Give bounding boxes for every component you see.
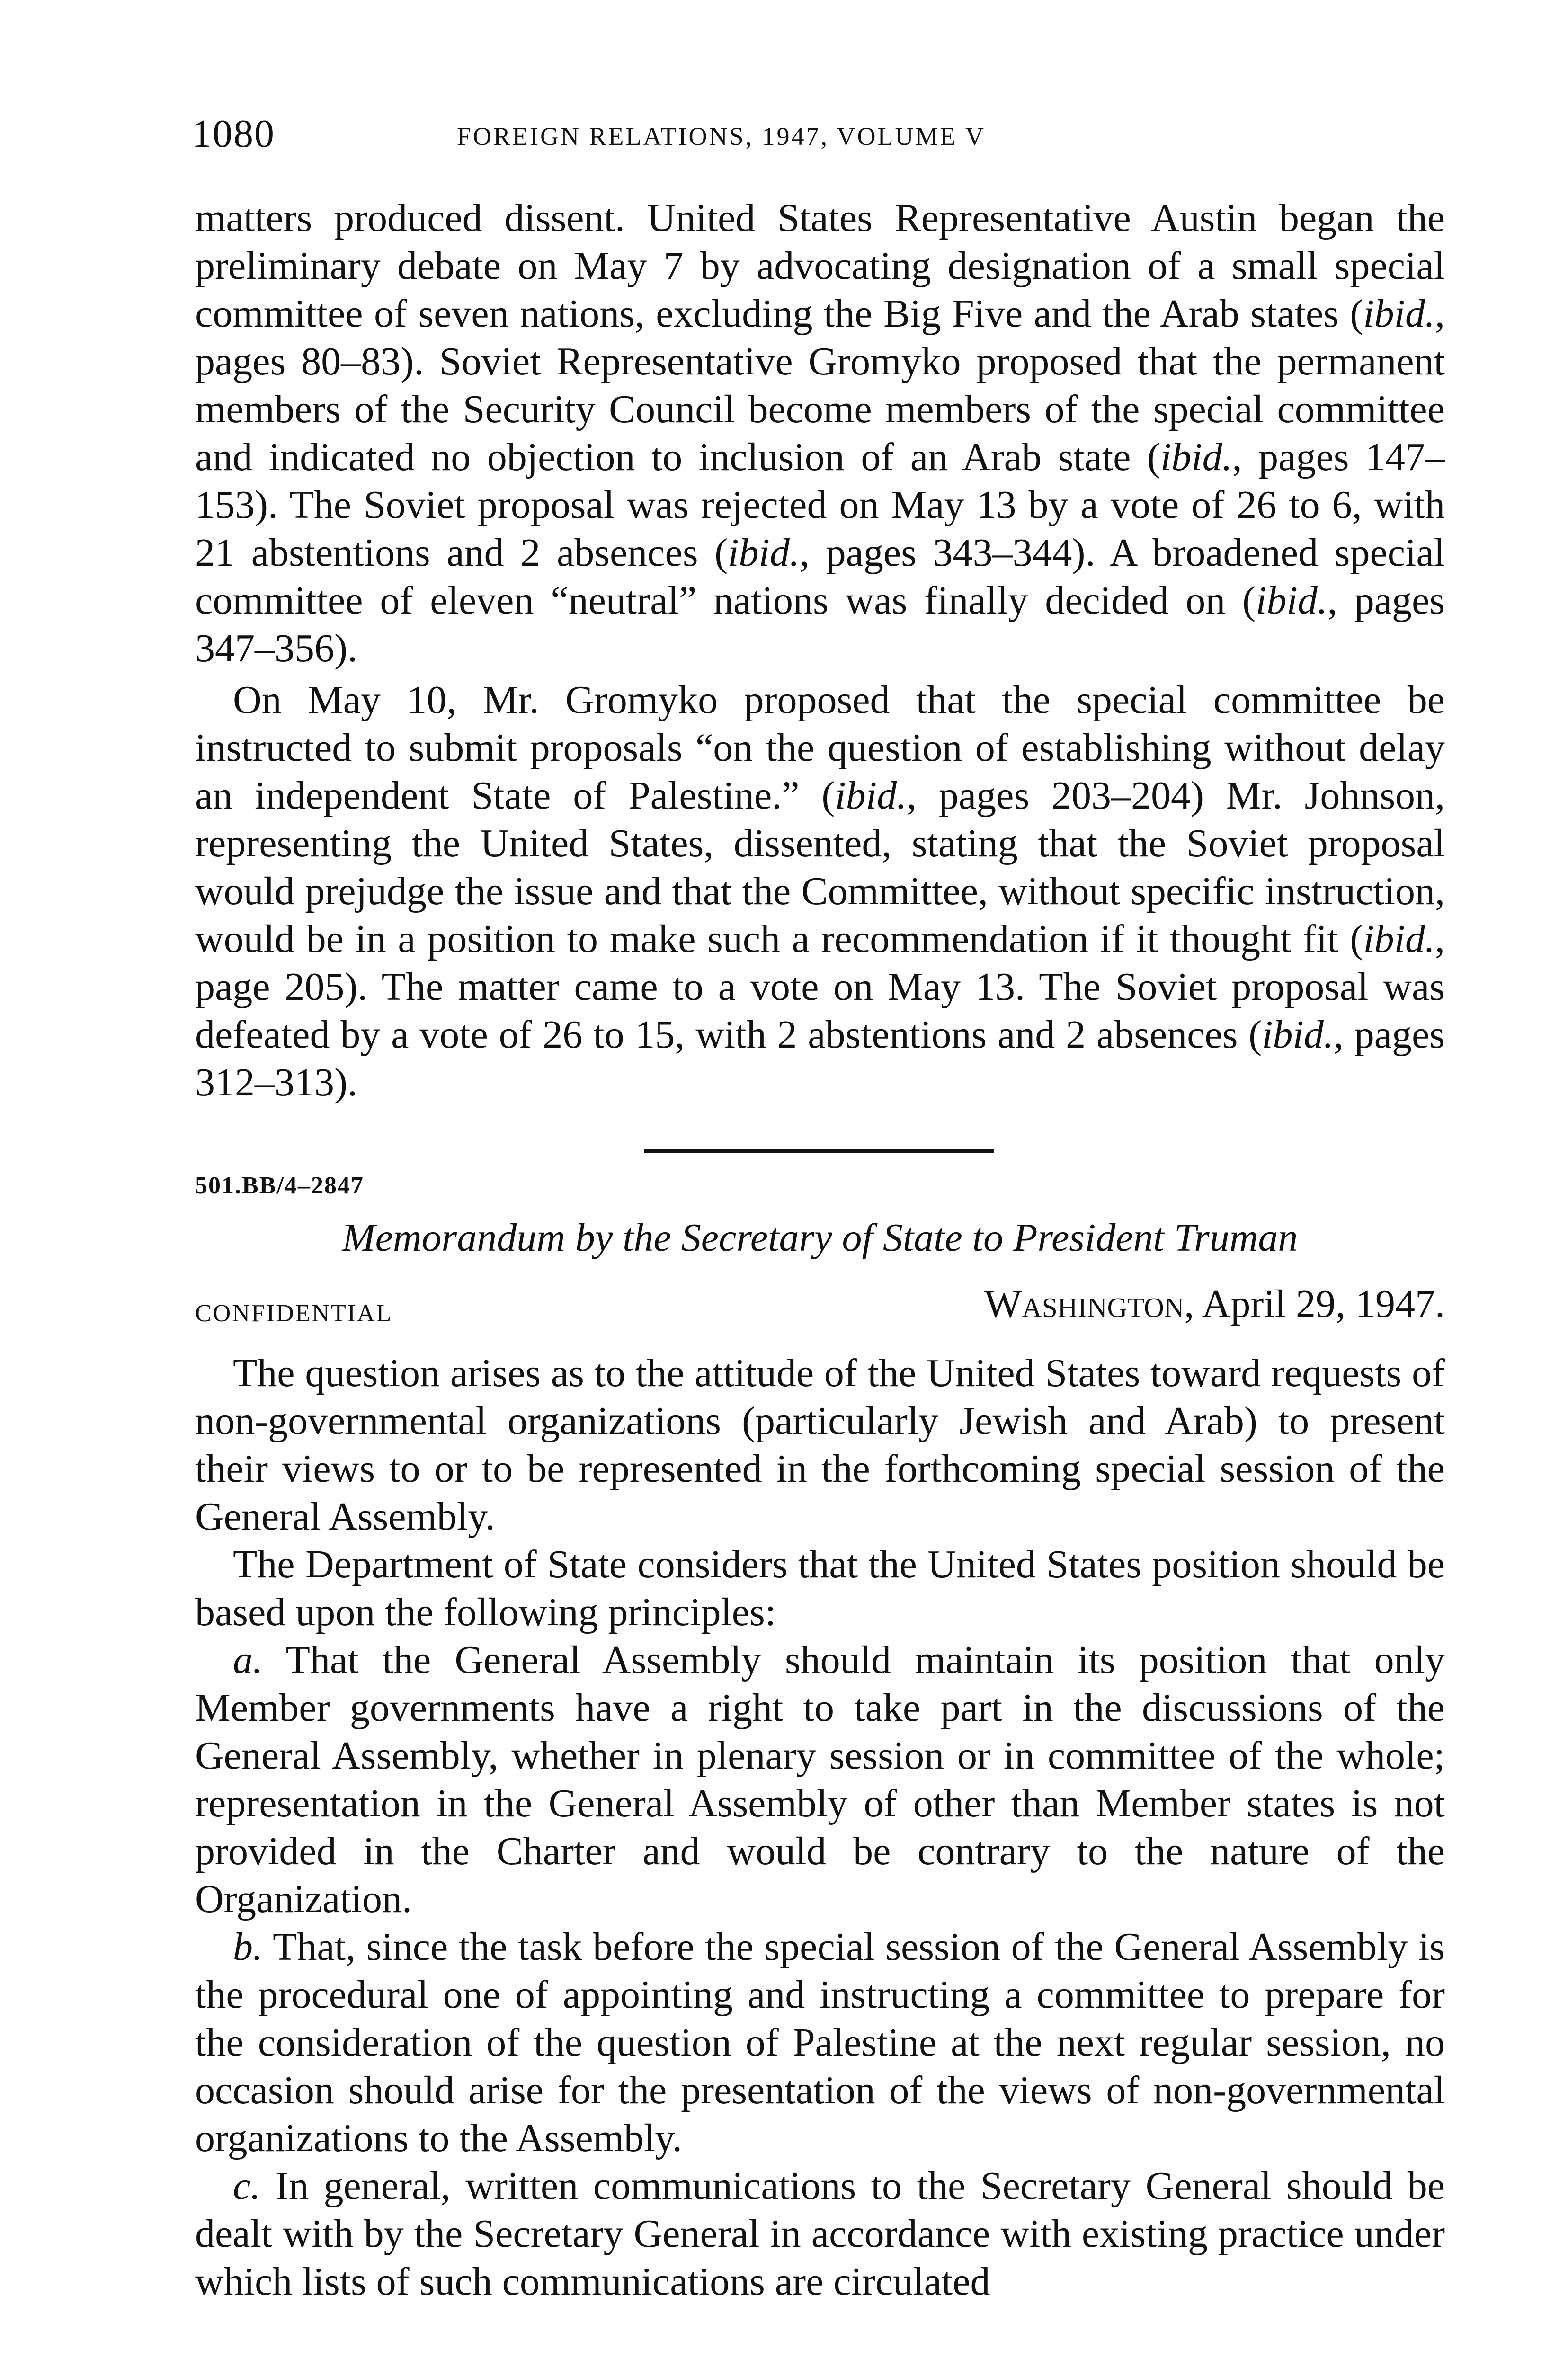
place: Washington (984, 1282, 1185, 1326)
text-run: , pages 312–313). (195, 1013, 1445, 1104)
paragraph-text (195, 194, 1445, 672)
item-letter: a. (233, 1638, 263, 1682)
item-text: That the General Assembly should maintain its position that only Member governments have a right to take part in the discussions of the General Assembly, whether in plenary session or in committee of the whole; representation in the General Assembly of other than Member states is not provided in the Charter and would be contrary to the nature of the Organization. (195, 1638, 1445, 1921)
text-run: , page 205). The matter came to a vote on May 13. The Soviet proposal was defeated by a vote of 26 to 15, with 2 abstentions and 2 absences ( (195, 917, 1445, 1057)
text-run: , pages 80–83). Soviet Representative Gromyko proposed that the permanent members of the Security Council become members of the special committee and indicated no objection to inclusion of an Arab state ( (195, 292, 1445, 479)
text-run: , pages 343–344). A broadened special committee of eleven “neutral” nations was finally decided on ( (195, 531, 1445, 623)
principle-a (195, 1636, 1445, 1923)
text-run: matters produced dissent. United States Representative Austin began the preliminary debate on May 7 by advocating designation of a small special committee of seven nations, excluding the Big Five and the Arab states ( (195, 196, 1445, 336)
ibid-citation: ibid. (1160, 435, 1232, 479)
ibid-citation: ibid. (1363, 292, 1435, 336)
classification-label: CONFIDENTIAL (195, 1300, 393, 1327)
ibid-citation: ibid. (1363, 917, 1435, 961)
date: , April 29, 1947. (1184, 1282, 1445, 1326)
text-run: , pages 147–153). The Soviet proposal was rejected on May 13 by a vote of 26 to 6, with 21 abstentions and 2 absences ( (195, 435, 1445, 575)
item-letter: b. (233, 1925, 263, 1969)
principle-c (195, 2162, 1445, 2305)
gromyko-paragraph (195, 676, 1445, 1106)
memo-paragraph-1: The question arises as to the attitude of the United States toward requests of non-governmental organizations (particularly Jewish and Arab) to present their views to or to be represented in the forthcoming special session of the General Assembly. (195, 1351, 1445, 1539)
document-title: Memorandum by the Secretary of State to President Truman (342, 1216, 1298, 1260)
memo-paragraph-2: The Department of State considers that the United States position should be based upon the following principles: (195, 1542, 1445, 1634)
principle-b (195, 1923, 1445, 2162)
running-head: FOREIGN RELATIONS, 1947, VOLUME V (457, 122, 986, 151)
item-letter: c. (233, 2164, 261, 2208)
item-text: That, since the task before the special session of the General Assembly is the procedural one of appointing and instructing a committee to prepare for the consideration of the question of Palestine at the next regular session, no occasion should arise for the presentation of the views of non-governmental organizations to the Assembly. (195, 1925, 1445, 2160)
ibid-citation: ibid. (1256, 578, 1327, 623)
item-text: In general, written communications to the Secretary General should be dealt with by the Secretary General in accordance with existing practice under which lists of such communications are circulated (195, 2164, 1445, 2304)
page-number: 1080 (192, 112, 275, 156)
text-run: , pages 203–204) Mr. Johnson, representing the United States, dissented, stating that the Soviet proposal would prejudge the issue and that the Committee, without specific instruction, would be in a position to make such a recommendation if it thought fit ( (195, 774, 1445, 961)
page-header (192, 108, 1470, 160)
ibid-citation: ibid. (835, 774, 907, 818)
file-number: 501.BB/4–2847 (195, 1172, 364, 1199)
text-run: On May 10, Mr. Gromyko proposed that the special committee be instructed to submit proposals “on the question of establishing without delay an independent State of Palestine.” ( (195, 678, 1445, 818)
ibid-citation: ibid. (728, 531, 800, 575)
place-date-line (984, 1278, 1445, 1330)
ibid-citation: ibid. (1262, 1013, 1334, 1057)
paragraph-text (195, 676, 1445, 1106)
intro-paragraph (195, 194, 1445, 672)
section-divider (644, 1149, 994, 1153)
text-run: , pages 347–356). (195, 578, 1445, 670)
memo-body (195, 1349, 1445, 2305)
